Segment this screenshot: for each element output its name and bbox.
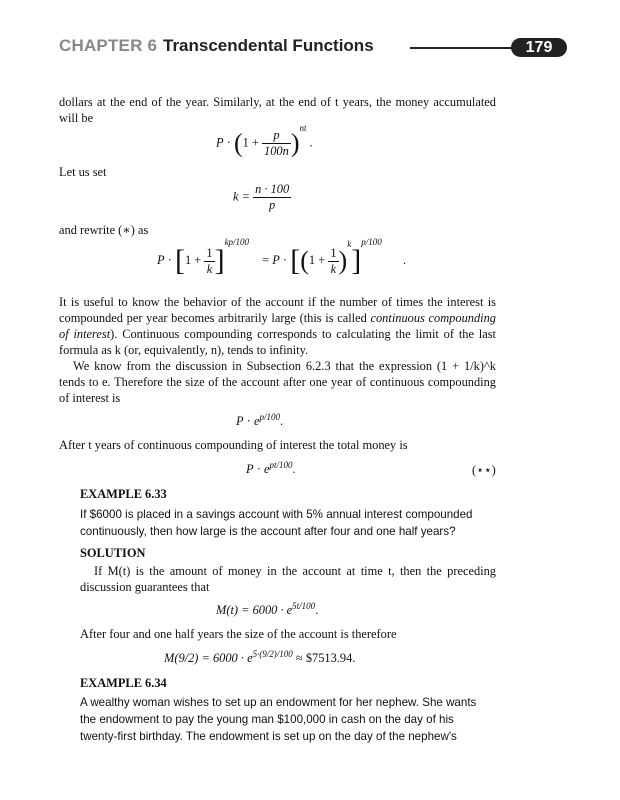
page-number-badge: 179	[511, 38, 567, 57]
eq4-exp: p/100	[259, 412, 280, 422]
eq3-num2: 1	[330, 245, 337, 260]
eq4-P: P	[236, 414, 244, 429]
chapter-label: CHAPTER 6	[59, 36, 158, 55]
eq6-end: .	[315, 603, 319, 618]
eq1-exp: nt	[299, 123, 307, 134]
paragraph-accumulated: dollars at the end of the year. Similarly, at the end of t years, the money accumulated will be	[59, 95, 496, 125]
eq3-rparen: )	[338, 246, 348, 275]
eq3-den2: k	[328, 261, 338, 277]
eq3-end: .	[402, 252, 406, 267]
eq6-e: e	[286, 603, 293, 618]
eq5-P: P	[246, 462, 254, 477]
equation-k	[233, 182, 291, 213]
eq7-lhs: M(9/2) = 6000 ·	[164, 651, 244, 666]
eq3-plus2: +	[318, 252, 326, 267]
solution-heading: SOLUTION	[80, 546, 146, 560]
p2-part-b: ). Continuous compounding corresponds to calculating the limit of the last formula as k (or, equivalently, n), tends to infinity.	[59, 327, 496, 357]
eq3-P: P	[157, 252, 165, 267]
eq3-exp-inner: k	[347, 238, 352, 249]
equation-M-t	[216, 601, 318, 618]
equation-t-years	[246, 460, 296, 477]
eq3-fraction2	[328, 246, 338, 277]
eq7-rhs: ≈ $7513.94.	[295, 651, 356, 666]
paragraph-continuous	[59, 294, 496, 358]
eq4-dot: ·	[246, 414, 251, 429]
eq3-fraction	[204, 246, 214, 277]
paragraph-limit: We know from the discussion in Subsection 6.2.3 that the expression (1 + 1/k)^k tends to e. Therefore the size of the account after one year of continuous compounding of interest is	[59, 359, 496, 405]
equation-compound	[216, 123, 313, 159]
eq1-dot: ·	[226, 135, 231, 150]
eq1-fraction	[262, 128, 291, 159]
eq6-exp: 5t/100	[292, 601, 316, 611]
eq3-P2: P	[272, 252, 280, 267]
example-6-33-text: If $6000 is placed in a savings account with 5% annual interest compounded continuously, then how large is the account after four and one half years?	[80, 508, 473, 538]
example-6-33-heading: EXAMPLE 6.33	[80, 487, 167, 501]
eq1-one: 1	[242, 135, 249, 150]
solution-text: If M(t) is the amount of money in the account at time t, then the preceding discussion guarantees that	[80, 564, 496, 594]
equation-tag: (⋆⋆)	[472, 463, 496, 477]
eq3-den: k	[204, 261, 214, 277]
eq1-num: p	[273, 128, 280, 142]
eq6-lhs: M(t) = 6000 ·	[216, 603, 284, 618]
chapter-title: Transcendental Functions	[163, 36, 374, 55]
eq1-lparen: (	[233, 128, 243, 158]
eq3-exp-right: p/100	[361, 236, 382, 247]
equation-rewrite	[157, 236, 406, 278]
let-us-set: Let us set	[59, 165, 107, 179]
eq3-lbracket: [	[174, 244, 185, 277]
example-6-34-heading: EXAMPLE 6.34	[80, 676, 167, 690]
eq3-dot2: ·	[282, 252, 288, 267]
eq5-end: .	[292, 462, 296, 477]
equation-M-9-2	[164, 649, 355, 666]
header-rule	[410, 47, 520, 49]
eq3-dot: ·	[167, 252, 172, 267]
eq3-one: 1	[184, 252, 192, 267]
paragraph-t-years: After t years of continuous compounding of interest the total money is	[59, 438, 408, 452]
eq2-fraction	[253, 182, 291, 213]
eq5-dot: ·	[256, 462, 261, 477]
eq3-rbracket2: ]	[351, 244, 362, 277]
eq3-rbracket: ]	[214, 244, 225, 277]
example-6-34-text: A wealthy woman wishes to set up an endowment for her nephew. She wants the endowment to pay the young man $100,000 in cash on the day of his twenty-first birthday. The endowment is set up on the day of the nephew's	[80, 696, 477, 743]
eq4-end: .	[279, 414, 284, 429]
eq1-end: .	[309, 135, 313, 150]
eq1-den: 100n	[264, 144, 289, 158]
equation-one-year	[236, 412, 283, 429]
eq7-e: e	[247, 651, 253, 666]
eq1-rparen: )	[290, 128, 300, 158]
eq1-P: P	[216, 135, 224, 150]
eq3-one2: 1	[308, 252, 316, 267]
eq3-lparen: (	[300, 246, 309, 275]
eq7-exp: 5·(9/2)/100	[252, 649, 293, 659]
eq2-lhs: k =	[233, 189, 250, 204]
p2-italic: continuous compounding of interest	[59, 311, 496, 341]
eq2-den: p	[253, 197, 291, 213]
eq2-num: n · 100	[255, 182, 290, 196]
eq3-eq: =	[262, 252, 270, 267]
p2-part-a: It is useful to know the behavior of the account if the number of times the interest is compounded per year becomes arbitrarily large (this is called	[59, 295, 496, 325]
eq5-exp: pt/100	[269, 460, 293, 470]
after-text: After four and one half years the size of the account is therefore	[80, 627, 397, 641]
eq3-num: 1	[206, 245, 213, 260]
eq3-exp-left: kp/100	[224, 236, 250, 247]
eq3-lbracket2: [	[290, 244, 301, 277]
eq3-plus: +	[194, 252, 202, 267]
eq1-plus: +	[251, 135, 259, 150]
rewrite-text: and rewrite (∗) as	[59, 223, 149, 237]
eq5-e: e	[263, 462, 270, 477]
eq4-e: e	[253, 414, 260, 429]
